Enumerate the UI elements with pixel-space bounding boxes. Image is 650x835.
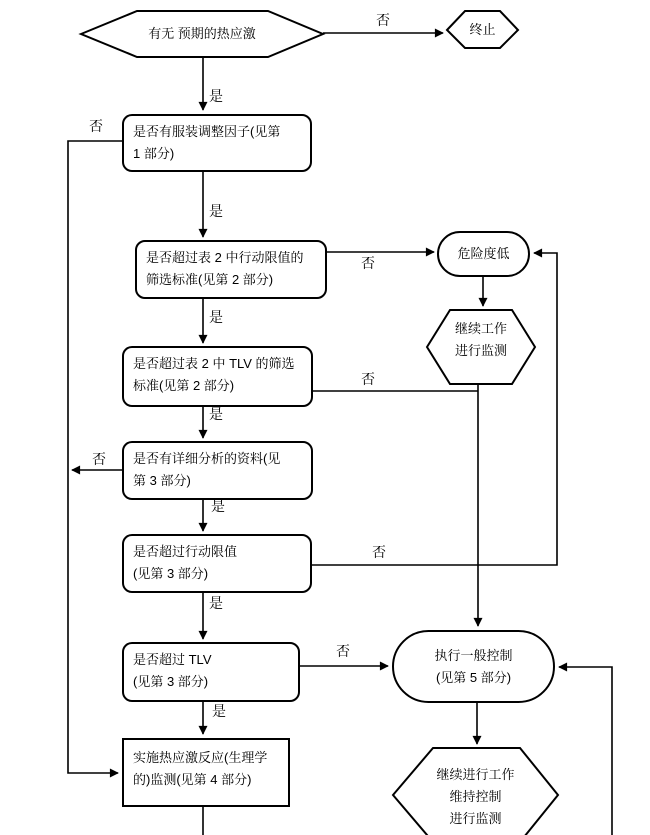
physio-monitor-line-1: 实施热应激反应(生理学 <box>133 750 268 765</box>
edge-label-yes-tlv: 是 <box>209 595 223 611</box>
edge-label-no-tlv: 否 <box>336 643 350 659</box>
physio-monitor-line-2: 的)监测(见第 4 部分) <box>133 772 252 787</box>
node-general-controls <box>392 630 555 703</box>
edge-label-no-action-limit: 否 <box>372 544 386 560</box>
detailed-data-line-2: 第 3 部分) <box>133 473 191 488</box>
detailed-data-line-1: 是否有详细分析的资料(见 <box>133 451 281 466</box>
node-work-monitor <box>427 318 535 362</box>
node-terminate <box>447 19 518 41</box>
node-terminate-label: 终止 <box>469 22 496 37</box>
tlv-line-2: (见第 3 部分) <box>133 674 209 689</box>
low-risk-label: 危险度低 <box>457 246 510 261</box>
general-controls-line-2: (见第 5 部分) <box>435 670 512 685</box>
edge-label-yes-clothing: 是 <box>209 88 223 104</box>
edge-label-no-tlv-screening: 否 <box>361 371 375 387</box>
action-screening-line-1: 是否超过表 2 中行动限值的 <box>146 250 304 265</box>
tlv-screening-line-2: 标准(见第 2 部分) <box>133 378 235 393</box>
work-monitor-line-1: 继续工作 <box>454 321 507 336</box>
node-clothing-adjustment <box>122 114 312 172</box>
node-start <box>97 23 307 45</box>
continue-work-line-3: 进行监测 <box>449 811 502 826</box>
edge-label-no-detailed: 否 <box>92 451 106 467</box>
connector-actionlimit-no-lowrisk <box>312 253 557 565</box>
node-detailed-data <box>122 441 313 500</box>
continue-work-line-1: 继续进行工作 <box>436 767 515 782</box>
clothing-line-2: 1 部分) <box>133 146 175 161</box>
edge-label-yes-physio: 是 <box>212 703 226 719</box>
node-continue-work <box>393 764 558 830</box>
clothing-line-1: 是否有服装调整因子(见第 <box>133 124 281 139</box>
tlv-screening-line-1: 是否超过表 2 中 TLV 的筛选 <box>133 356 295 371</box>
continue-work-line-2: 维持控制 <box>449 789 502 804</box>
edge-label-no-terminate: 否 <box>376 12 390 28</box>
tlv-line-1: 是否超过 TLV <box>133 652 212 667</box>
node-physio-monitor <box>122 738 290 807</box>
edge-label-yes-detailed: 是 <box>209 406 223 422</box>
node-action-limit <box>122 534 312 593</box>
action-limit-line-2: (见第 3 部分) <box>133 566 209 581</box>
action-screening-line-2: 筛选标准(见第 2 部分) <box>146 272 274 287</box>
node-tlv <box>122 642 300 702</box>
edge-label-no-screening: 否 <box>361 255 375 271</box>
connector-feedback-generalcontrols <box>559 667 612 835</box>
work-monitor-line-2: 进行监测 <box>454 343 507 358</box>
action-limit-line-1: 是否超过行动限值 <box>133 544 238 559</box>
node-tlv-screening <box>122 346 313 407</box>
general-controls-line-1: 执行一般控制 <box>434 648 513 663</box>
edge-label-yes-tlv-screening: 是 <box>209 309 223 325</box>
node-start-label: 有无 预期的热应激 <box>148 26 256 41</box>
node-action-limit-screening <box>135 240 327 299</box>
edge-label-no-clothing: 否 <box>89 118 103 134</box>
edge-label-yes-action-limit: 是 <box>211 498 225 514</box>
edge-label-yes-screening: 是 <box>209 203 223 219</box>
node-low-risk <box>437 231 530 277</box>
